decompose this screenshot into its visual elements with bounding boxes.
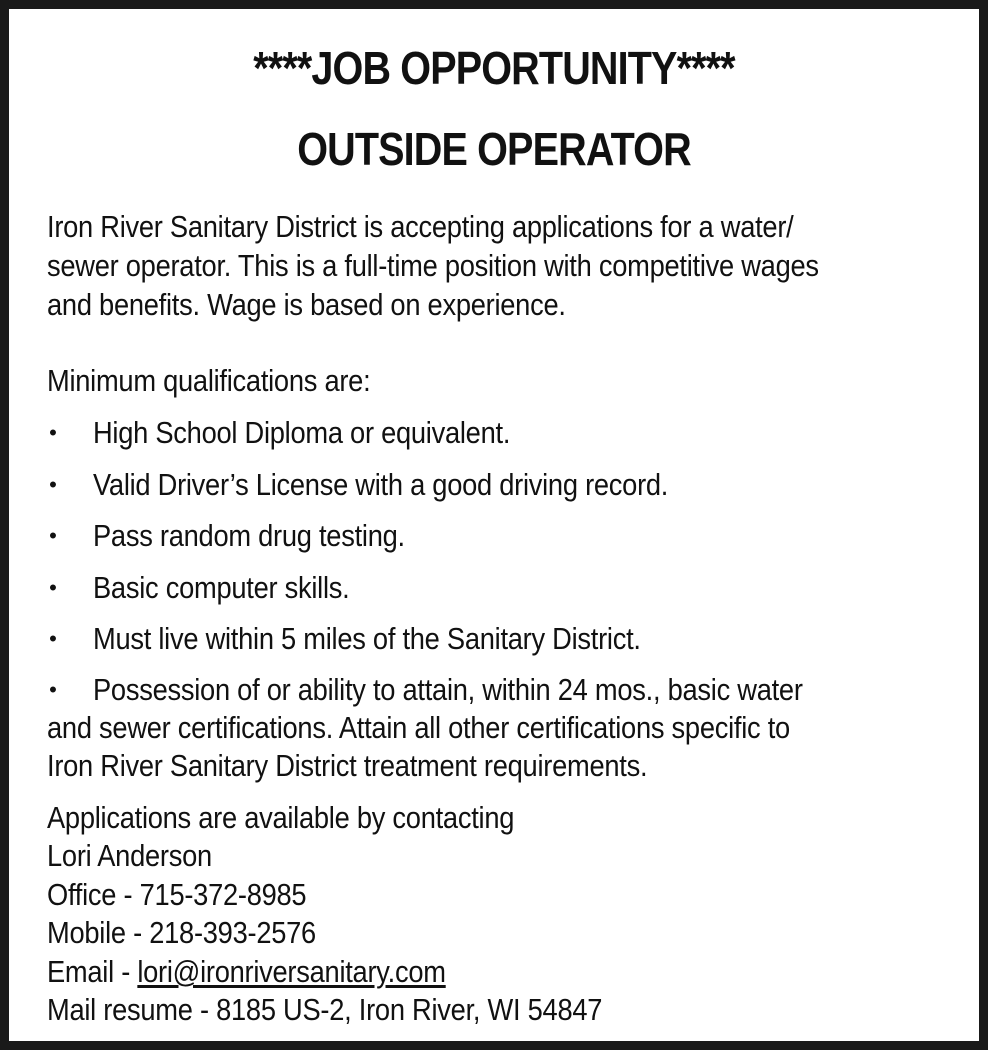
headline-job-opportunity: ****JOB OPPORTUNITY**** (253, 42, 735, 94)
contact-email-label: Email - (47, 954, 138, 989)
qualifications-heading: Minimum qualifications are: (47, 363, 371, 398)
qualification-text: High School Diploma or equivalent. (93, 415, 511, 450)
bullet-icon: • (49, 420, 57, 445)
bullet-icon: • (49, 677, 57, 702)
contact-mail-address: Mail resume - 8185 US-2, Iron River, WI 54847 (47, 992, 603, 1027)
qualification-text: Pass random drug testing. (93, 518, 405, 553)
bullet-icon: • (49, 523, 57, 548)
contact-office-phone: Office - 715-372-8985 (47, 877, 307, 912)
intro-line-2: sewer operator. This is a full-time position with competitive wages (47, 248, 819, 283)
intro-line-3: and benefits. Wage is based on experience. (47, 287, 566, 322)
qualification-text: Possession of or ability to attain, within 24 mos., basic water (93, 672, 803, 707)
contact-email-link[interactable]: lori@ironriversanitary.com (137, 954, 446, 989)
qualification-continuation-2: Iron River Sanitary District treatment requirements. (47, 748, 648, 783)
qualification-text: Basic computer skills. (93, 570, 350, 605)
qualification-text: Must live within 5 miles of the Sanitary District. (93, 621, 641, 656)
bullet-icon: • (49, 575, 57, 600)
contact-name: Lori Anderson (47, 838, 212, 873)
bullet-icon: • (49, 472, 57, 497)
headline-position: OUTSIDE OPERATOR (297, 123, 691, 175)
contact-intro: Applications are available by contacting (47, 800, 515, 835)
qualification-text: Valid Driver’s License with a good driving record. (93, 467, 669, 502)
bullet-icon: • (49, 626, 57, 651)
intro-line-1: Iron River Sanitary District is accepting applications for a water/ (47, 209, 794, 244)
contact-email-line (47, 952, 446, 991)
contact-mobile-phone: Mobile - 218-393-2576 (47, 915, 316, 950)
qualification-continuation-1: and sewer certifications. Attain all other certifications specific to (47, 710, 790, 745)
